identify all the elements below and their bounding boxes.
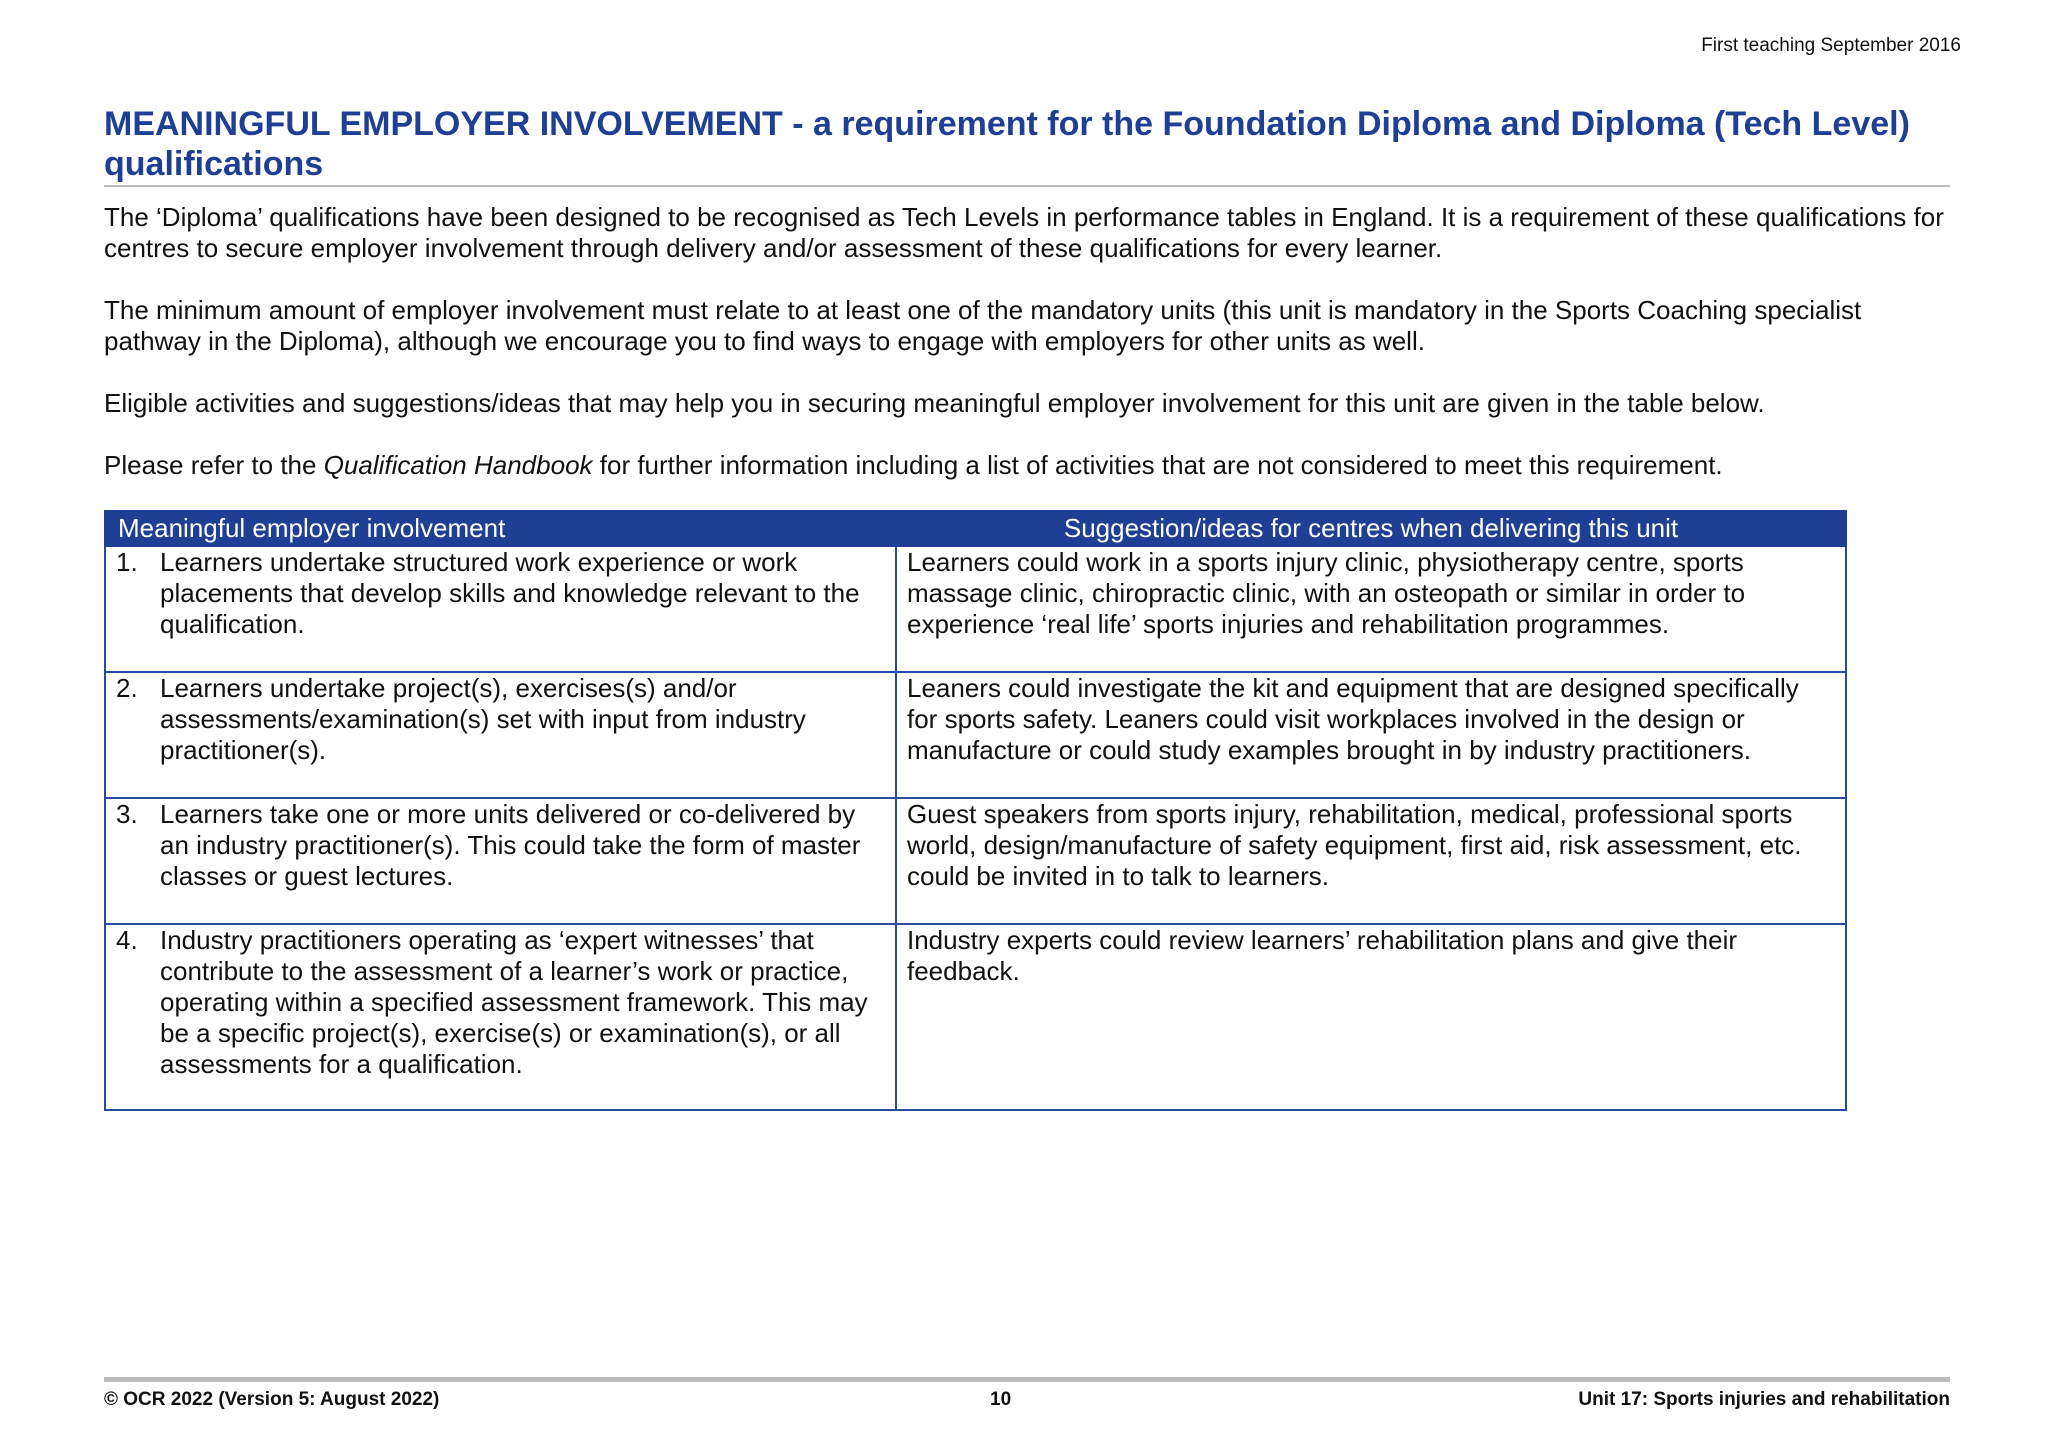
involvement-cell: [105, 798, 896, 924]
copyright-notice: © OCR 2022 (Version 5: August 2022): [104, 1389, 440, 1410]
involvement-cell: [105, 672, 896, 798]
qualification-handbook-reference: Qualification Handbook: [323, 450, 593, 480]
unit-title: Unit 17: Sports injuries and rehabilitation: [1578, 1389, 1950, 1410]
table-row: [105, 546, 1846, 672]
footer-divider: [104, 1377, 1950, 1382]
row-number: 3.: [116, 799, 138, 829]
table-row: [105, 924, 1846, 1110]
intro-paragraph-3: Eligible activities and suggestions/ideas that may help you in securing meaningful employer involvement for this unit are given in the table below.: [104, 388, 1765, 418]
intro-paragraph-4: [104, 450, 1954, 481]
suggestion-cell: Leaners could investigate the kit and equipment that are designed specifically for sports safety. Leaners could visit workplaces involved in the design or manufacture or could study examples brought in by industry practitioners.: [896, 672, 1846, 798]
suggestion-cell: Guest speakers from sports injury, rehabilitation, medical, professional sports world, design/manufacture of safety equipment, first aid, risk assessment, etc. could be invited in to talk to learners.: [896, 798, 1846, 924]
page-number: 10: [990, 1389, 1012, 1410]
header-note: First teaching September 2016: [1701, 35, 1961, 56]
intro-paragraph-4-end: for further information including a list of activities that are not considered to meet this requirement.: [592, 450, 1723, 480]
title-divider: [104, 185, 1950, 187]
involvement-text: Learners undertake structured work experience or work placements that develop skills and knowledge relevant to the qualification.: [160, 547, 860, 639]
row-number: 2.: [116, 673, 138, 703]
intro-paragraph-2: The minimum amount of employer involvement must relate to at least one of the mandatory units (this unit is mandatory in the Sports Coaching specialist pathway in the Diploma), although we encourage you to find ways to engage with employers for other units as well.: [104, 295, 1862, 356]
table-row: [105, 798, 1846, 924]
involvement-text: Learners take one or more units delivered or co-delivered by an industry practitioner(s). This could take the form of master classes or guest lectures.: [160, 799, 861, 891]
involvement-text: Industry practitioners operating as ‘expert witnesses’ that contribute to the assessment of a learner’s work or practice, operating within a specified assessment framework. This may be a specific project(s), exercise(s) or examination(s), or all assessments for a qualification.: [160, 925, 868, 1079]
table-row: [105, 672, 1846, 798]
employer-involvement-table: [104, 510, 1847, 1111]
row-number: 1.: [116, 547, 138, 577]
table-header-row: [105, 511, 1846, 546]
intro-text: [104, 202, 1954, 512]
column-header-suggestions: Suggestion/ideas for centres when delivering this unit: [896, 511, 1846, 546]
page-title: MEANINGFUL EMPLOYER INVOLVEMENT - a requirement for the Foundation Diploma and Diploma (Tech Level) qualifications: [104, 105, 1910, 183]
involvement-cell: [105, 924, 896, 1110]
involvement-cell: [105, 546, 896, 672]
intro-paragraph-1: The ‘Diploma’ qualifications have been designed to be recognised as Tech Levels in performance tables in England. It is a requirement of these qualifications for centres to secure employer involvement through delivery and/or assessment of these qualifications for every learner.: [104, 202, 1944, 263]
column-header-involvement: Meaningful employer involvement: [105, 511, 896, 546]
suggestion-cell: Learners could work in a sports injury clinic, physiotherapy centre, sports massage clinic, chiropractic clinic, with an osteopath or similar in order to experience ‘real life’ sports injuries and rehabilitation programmes.: [896, 546, 1846, 672]
row-number: 4.: [116, 925, 138, 955]
involvement-text: Learners undertake project(s), exercises(s) and/or assessments/examination(s) set with input from industry practitioner(s).: [160, 673, 806, 765]
intro-paragraph-4-start: Please refer to the: [104, 450, 324, 480]
suggestion-cell: Industry experts could review learners’ rehabilitation plans and give their feedback.: [896, 924, 1846, 1110]
